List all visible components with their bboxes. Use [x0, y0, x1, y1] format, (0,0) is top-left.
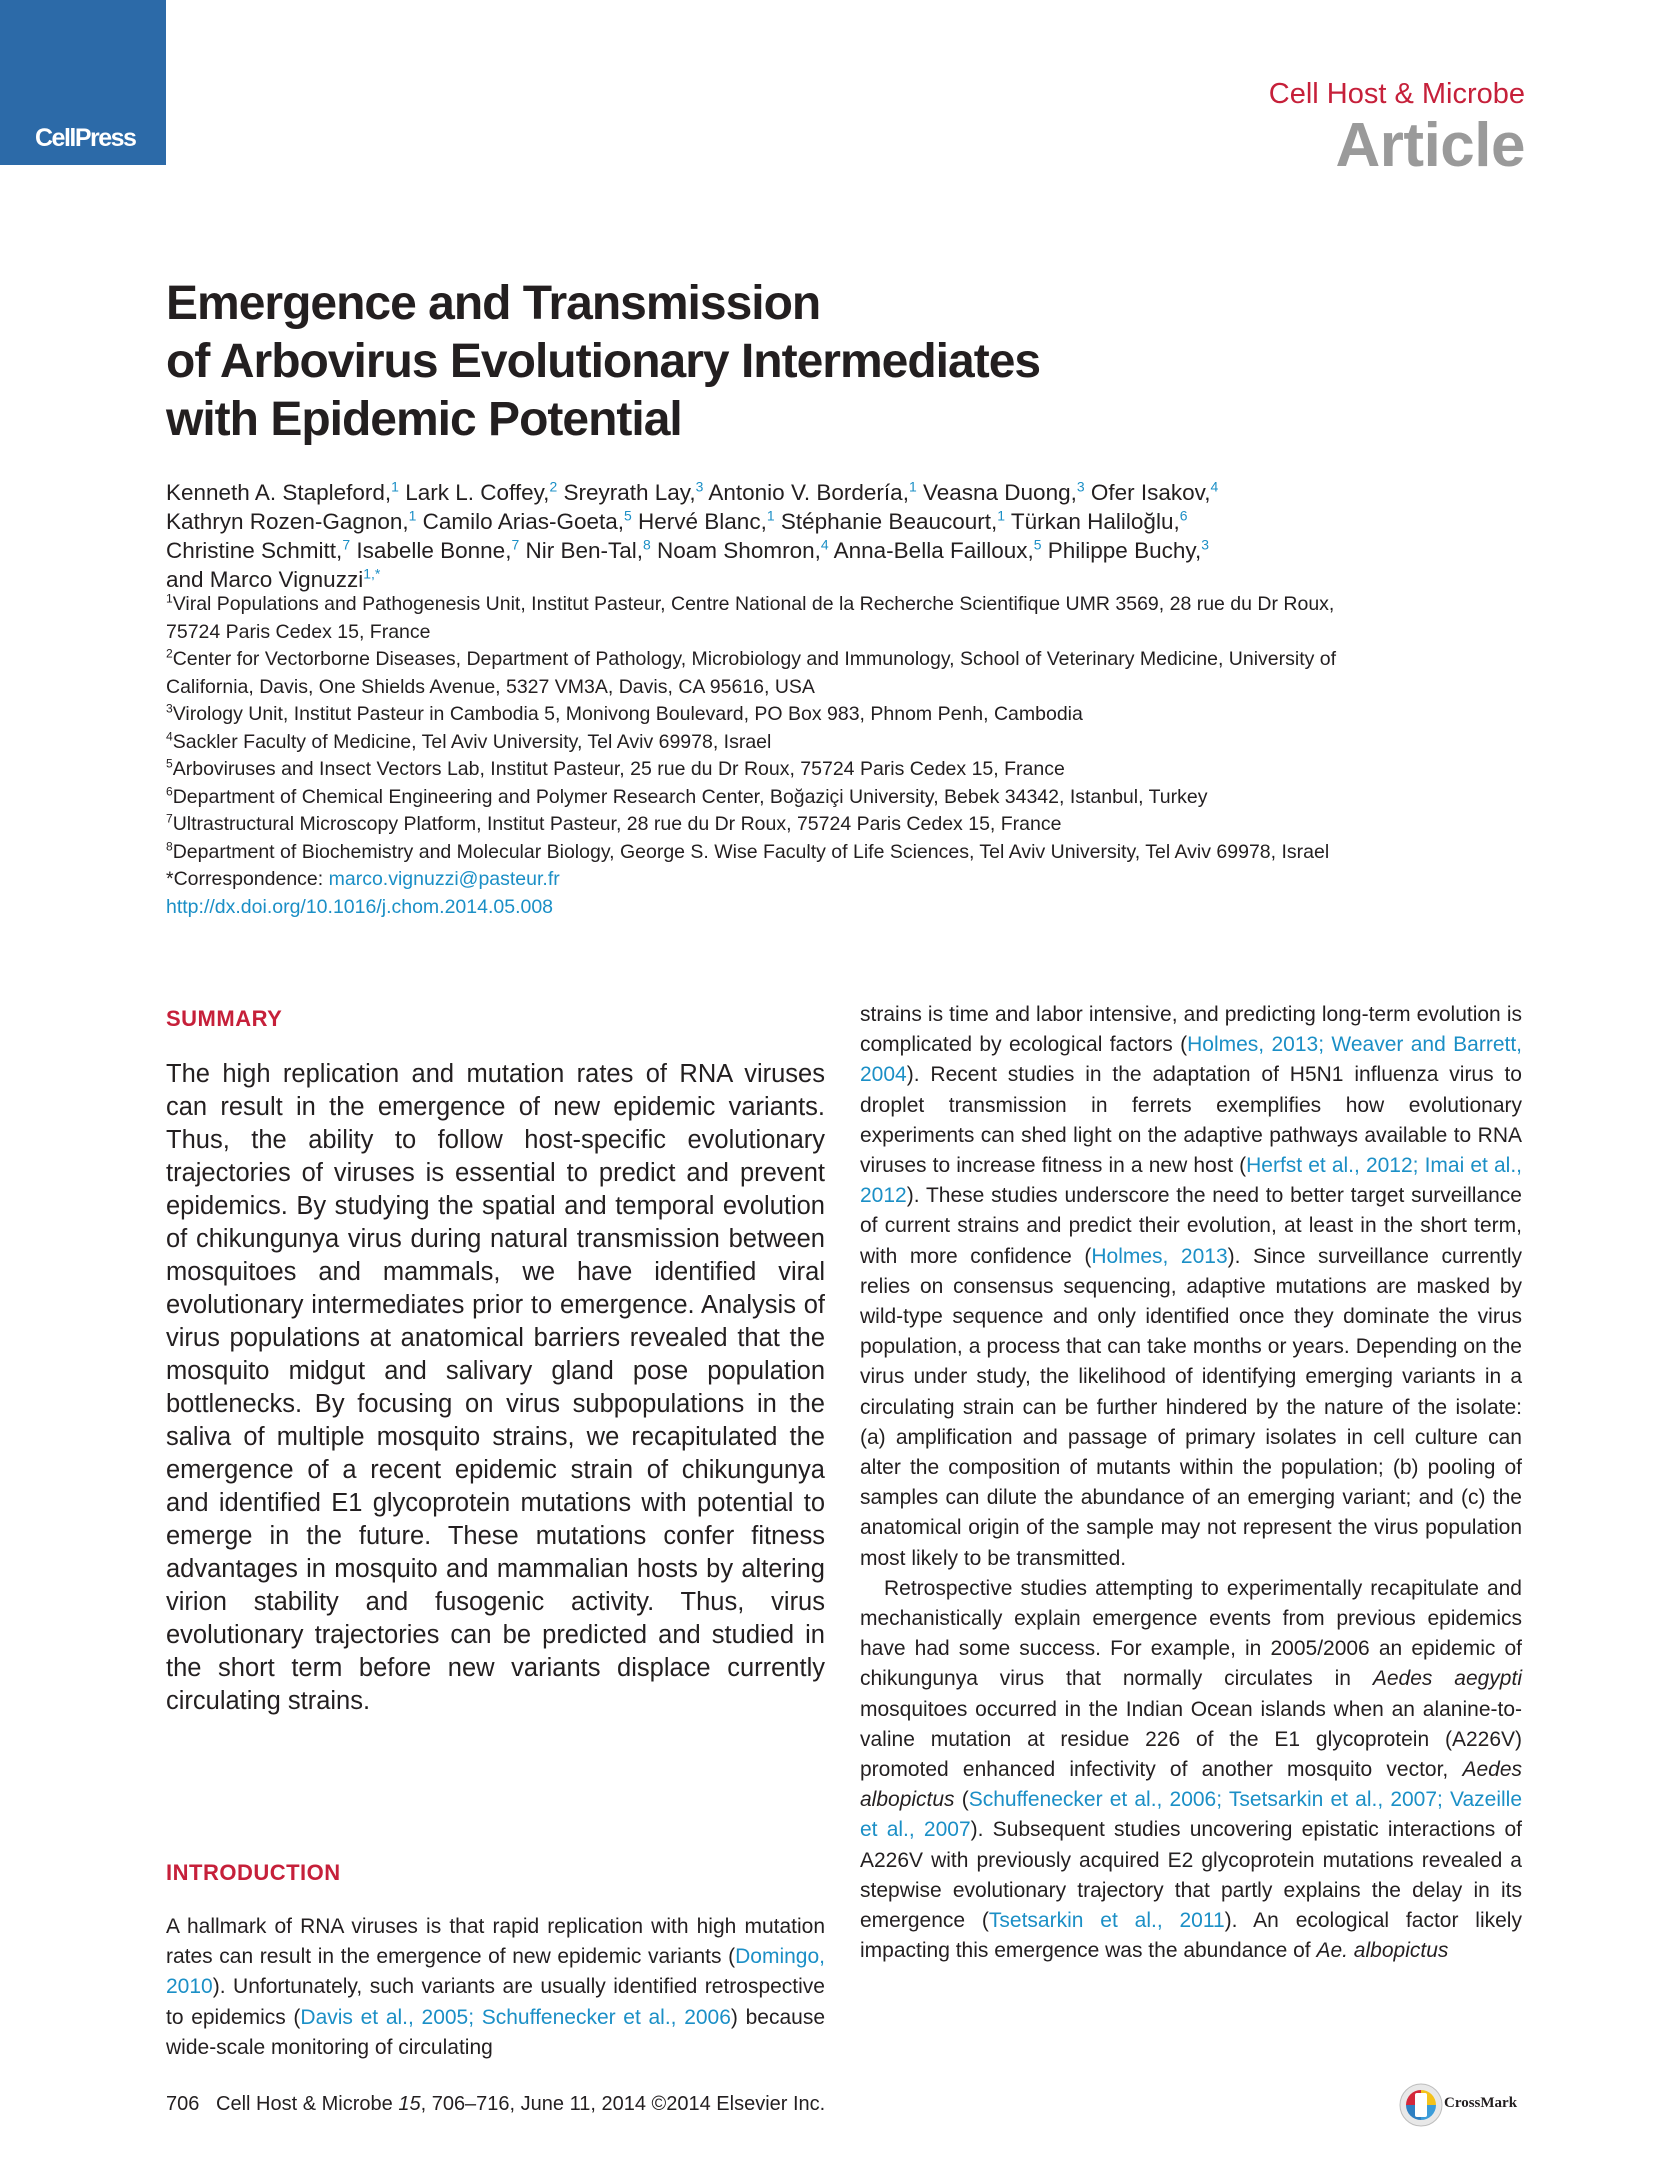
- author-affiliation-marker[interactable]: 1: [408, 507, 417, 524]
- author-name: Lark L. Coffey,: [398, 480, 550, 505]
- author-name: Isabelle Bonne,: [350, 538, 512, 563]
- author-affiliation-marker[interactable]: 5: [624, 507, 632, 524]
- author-name: Stéphanie Beaucourt,: [774, 509, 998, 534]
- author-affiliation-marker[interactable]: 4: [1210, 478, 1219, 495]
- author-list: [166, 478, 1506, 594]
- body-text: Retrospective studies attempting to experimentally recapitulate and mechanistically explain emergence events from previous epidemics have had some success. For example, in 2005/2006 an epidemic of chikungunya virus that normally circulates in: [860, 1576, 1522, 1691]
- author-line: [166, 536, 1506, 565]
- author-affiliation-marker[interactable]: 6: [1179, 507, 1188, 524]
- body-text: ). Recent studies in the adaptation of H5N1 influenza virus to droplet transmission in ferrets exemplifies how evolutionary experiments can shed light on the adaptive pathways available to RNA viruses to increase fitness in a new host (: [860, 1063, 1522, 1178]
- affiliation: [166, 674, 1526, 702]
- right-column-text: [860, 1000, 1522, 1967]
- citation-link[interactable]: Herfst et al., 2012; Imai et al., 2012: [860, 1154, 1522, 1208]
- title-line: of Arbovirus Evolutionary Intermediates: [166, 335, 1041, 388]
- paragraph: [860, 1000, 1522, 1574]
- author-name: Veasna Duong,: [916, 480, 1077, 505]
- publisher-logo: CellPress: [35, 124, 136, 152]
- affiliation-number: 7: [166, 811, 173, 826]
- journal-name: Cell Host & Microbe: [1268, 78, 1525, 110]
- species-name: Ae. albopictus: [1316, 1939, 1449, 1963]
- affiliation-text: Department of Chemical Engineering and Polymer Research Center, Boğaziçi University, Bebek 34342, Istanbul, Turkey: [172, 785, 1208, 808]
- affiliation-number: 8: [166, 839, 173, 853]
- introduction-text: [166, 1912, 825, 2063]
- title-line: Emergence and Transmission: [166, 277, 821, 330]
- affiliation-text: Ultrastructural Microscopy Platform, Institut Pasteur, 28 rue du Dr Roux, 75724 Paris Cedex 15, France: [172, 813, 1062, 835]
- author-name: Noam Shomron,: [650, 538, 821, 563]
- paragraph: [860, 1574, 1522, 1967]
- affiliation: [166, 811, 1526, 839]
- author-name: Camilo Arias-Goeta,: [416, 509, 624, 534]
- page-number: 706: [166, 2093, 200, 2115]
- affiliation-text: Arboviruses and Insect Vectors Lab, Institut Pasteur, 25 rue du Dr Roux, 75724 Paris Cedex 15, France: [172, 758, 1065, 780]
- author-affiliation-marker[interactable]: 7: [511, 536, 520, 553]
- summary-heading: SUMMARY: [166, 1006, 283, 1031]
- author-name: Antonio V. Bordería,: [703, 480, 909, 505]
- footer-volume: 15: [398, 2093, 421, 2115]
- author-affiliation-marker[interactable]: 8: [643, 536, 651, 553]
- species-name: Aedes aegypti: [1372, 1667, 1522, 1691]
- citation-link[interactable]: Holmes, 2013; Weaver and Barrett, 2004: [860, 1033, 1522, 1087]
- author-affiliation-marker[interactable]: 1: [997, 507, 1006, 524]
- body-text: ) because wide-scale monitoring of circulating: [166, 2005, 825, 2059]
- publisher-logo-box: [0, 0, 166, 165]
- author-line: [166, 565, 1506, 594]
- body-text: ). Unfortunately, such variants are usually identified retrospective to epidemics (: [166, 1975, 825, 2029]
- author-name: Anna-Bella Failloux,: [828, 538, 1034, 563]
- author-name: Christine Schmitt,: [166, 538, 343, 563]
- affiliation-number: 1: [166, 591, 173, 606]
- author-name: Sreyrath Lay,: [557, 480, 696, 505]
- article-title: [166, 275, 1366, 449]
- citation-link[interactable]: Holmes, 2013: [1091, 1244, 1228, 1268]
- author-name: Kenneth A. Stapleford,: [166, 480, 392, 505]
- author-affiliation-marker[interactable]: 1,*: [363, 565, 381, 582]
- author-name: Kathryn Rozen-Gagnon,: [166, 509, 409, 534]
- title-line: with Epidemic Potential: [166, 393, 682, 446]
- affiliation-text: California, Davis, One Shields Avenue, 5327 VM3A, Davis, CA 95616, USA: [166, 675, 815, 698]
- author-name: Nir Ben-Tal,: [519, 538, 644, 563]
- affiliation-number: 6: [166, 784, 173, 798]
- correspondence: [166, 866, 1526, 894]
- introduction-heading: INTRODUCTION: [166, 1860, 341, 1885]
- affiliation: [166, 729, 1526, 757]
- article-type: Article: [1335, 111, 1525, 180]
- author-line: [166, 478, 1506, 507]
- author-name: Philippe Buchy,: [1041, 538, 1202, 563]
- affiliation: [166, 839, 1526, 867]
- author-affiliation-marker[interactable]: 3: [1201, 536, 1209, 553]
- citation-link[interactable]: Davis et al., 2005; Schuffenecker et al., 2006: [300, 2005, 731, 2029]
- affiliation-text: 75724 Paris Cedex 15, France: [166, 620, 431, 643]
- affiliation: [166, 701, 1526, 729]
- footer-journal: Cell Host & Microbe: [216, 2093, 399, 2115]
- body-text: A hallmark of RNA viruses is that rapid replication with high mutation rates can result in the emergence of new epidemic variants (: [166, 1915, 825, 1969]
- body-text: ). These studies underscore the need to better target surveillance of current strains and predict their evolution, at least in the short term, with more confidence (: [860, 1184, 1522, 1268]
- body-text: ). An ecological factor likely impacting this emergence was the abundance of: [860, 1909, 1522, 1963]
- crossmark-label: CrossMark: [1444, 2095, 1518, 2111]
- author-affiliation-marker[interactable]: 1: [391, 478, 399, 495]
- author-name: Türkan Haliloğlu,: [1005, 509, 1180, 534]
- affiliation-list: [166, 591, 1526, 921]
- page-footer: [166, 2093, 825, 2116]
- author-affiliation-marker[interactable]: 1: [908, 478, 917, 495]
- affiliation-text: Virology Unit, Institut Pasteur in Cambodia 5, Monivong Boulevard, PO Box 983, Phnom Penh, Cambodia: [172, 703, 1083, 725]
- author-affiliation-marker[interactable]: 1: [766, 507, 775, 524]
- body-text: strains is time and labor intensive, and predicting long-term evolution is complicated by ecological factors (: [860, 1003, 1522, 1057]
- affiliation-text: Viral Populations and Pathogenesis Unit, Institut Pasteur, Centre National de la Recherche Scientifique UMR 3569, 28 rue du Dr Roux,: [172, 593, 1335, 615]
- footer-citation: , 706–716, June 11, 2014 ©2014 Elsevier Inc.: [420, 2093, 826, 2115]
- author-affiliation-marker[interactable]: 5: [1033, 536, 1042, 553]
- body-text: ). Subsequent studies uncovering epistatic interactions of A226V with previously acquired E2 glycoprotein mutations revealed a stepwise evolutionary trajectory that partly explains the delay in its emergence (: [860, 1818, 1522, 1933]
- doi-link[interactable]: http://dx.doi.org/10.1016/j.chom.2014.05.008: [166, 895, 554, 918]
- author-affiliation-marker[interactable]: 4: [820, 536, 829, 553]
- affiliation-text: Sackler Faculty of Medicine, Tel Aviv University, Tel Aviv 69978, Israel: [172, 730, 772, 753]
- affiliation-number: 2: [166, 646, 173, 661]
- body-text: mosquitoes occurred in the Indian Ocean islands when an alanine-to-valine mutation at residue 226 of the E1 glycoprotein (A226V) promoted enhanced infectivity of another mosquito vector,: [860, 1697, 1522, 1782]
- affiliation-number: 4: [166, 729, 173, 743]
- affiliation: [166, 756, 1526, 784]
- author-name: and Marco Vignuzzi: [166, 567, 364, 592]
- affiliation: [166, 591, 1526, 619]
- author-affiliation-marker[interactable]: 3: [1076, 478, 1085, 495]
- affiliation: [166, 784, 1526, 812]
- body-text: ). Since surveillance currently relies on consensus sequencing, adaptive mutations are masked by wild-type sequence and only identified once they dominate the virus population, a process that can take months or years. Depending on the virus under study, the likelihood of identifying emerging variants in a circulating strain can be further hindered by the nature of the isolate: (a) amplification and passage of primary isolates in cell culture can alter the composition of mutants within the population; (b) pooling of samples can dilute the abundance of an emerging variant; and (c) the anatomical origin of the sample may not represent the virus population most likely to be transmitted.: [860, 1244, 1522, 1570]
- affiliation-number: 3: [166, 701, 173, 716]
- author-name: Ofer Isakov,: [1084, 480, 1211, 505]
- author-affiliation-marker[interactable]: 7: [342, 536, 351, 553]
- correspondence-email-link[interactable]: marco.vignuzzi@pasteur.fr: [328, 868, 560, 890]
- affiliation: [166, 619, 1526, 647]
- author-affiliation-marker[interactable]: 3: [695, 478, 704, 495]
- affiliation-number: 5: [166, 756, 173, 771]
- body-text: (: [954, 1788, 969, 1812]
- correspondence-label: *Correspondence:: [166, 868, 329, 890]
- affiliation-text: Center for Vectorborne Diseases, Department of Pathology, Microbiology and Immunology, School of Veterinary Medicine, University of: [172, 648, 1337, 670]
- author-name: Hervé Blanc,: [631, 509, 767, 534]
- author-affiliation-marker[interactable]: 2: [549, 478, 558, 495]
- affiliation: [166, 646, 1526, 674]
- citation-link[interactable]: Schuffenecker et al., 2006; Tsetsarkin et al., 2007; Vazeille et al., 2007: [860, 1788, 1522, 1842]
- citation-link[interactable]: Domingo, 2010: [166, 1945, 825, 1999]
- citation-link[interactable]: Tsetsarkin et al., 2011: [988, 1909, 1225, 1933]
- species-name: Aedes albopictus: [860, 1758, 1522, 1812]
- author-line: [166, 507, 1506, 536]
- affiliation-text: Department of Biochemistry and Molecular Biology, George S. Wise Faculty of Life Sciences, Tel Aviv University, Tel Aviv 69978, Israel: [172, 840, 1330, 863]
- summary-text: The high replication and mutation rates of RNA viruses can result in the emergence of new epidemic variants. Thus, the ability to follow host-specific evolutionary trajectories of viruses is essential to predict and prevent epidemics. By studying the spatial and temporal evolution of chikungunya virus during natural transmission between mosquitoes and mammals, we have identified viral evolutionary intermediates prior to emergence. Analysis of virus populations at anatomical barriers revealed that the mosquito midgut and salivary gland pose population bottlenecks. By focusing on virus subpopulations in the saliva of multiple mosquito strains, we recapitulated the emergence of a recent epidemic strain of chikungunya and identified E1 glycoprotein mutations with potential to emerge in the future. These mutations confer fitness advantages in mosquito and mammalian hosts by altering virion stability and fusogenic activity. Thus, virus evolutionary trajectories can be predicted and studied in the short term before new variants displace currently circulating strains.: [166, 1060, 825, 1715]
